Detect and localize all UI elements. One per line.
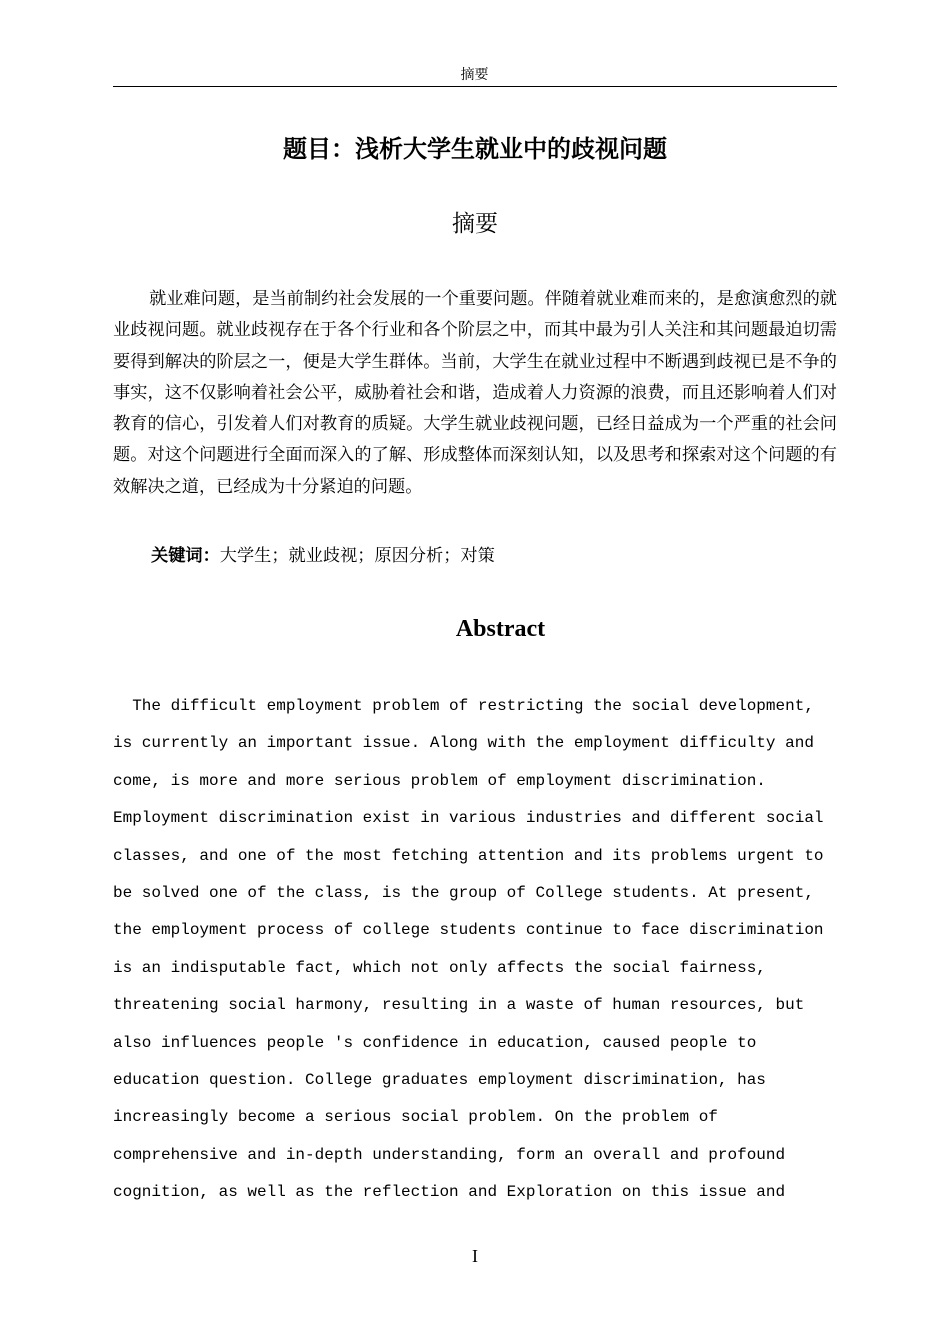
page-number: I [472, 1246, 478, 1266]
english-abstract-heading: Abstract [455, 616, 546, 642]
abstract-line: the employment process of college students continue to face discrimination [113, 921, 824, 940]
paper-title: 题目：浅析大学生就业中的歧视问题 [283, 135, 667, 163]
abstract-line: be solved one of the class, is the group of College students. At present, [113, 883, 814, 902]
abstract-line: threatening social harmony, resulting in a waste of human resources, but [113, 996, 805, 1015]
english-abstract-body [113, 694, 837, 1217]
chinese-abstract-heading: 摘要 [452, 211, 498, 237]
keywords-label: 关键词： [151, 546, 220, 566]
abstract-line: is currently an important issue. Along with the employment difficulty and [113, 734, 814, 753]
abstract-line: also influences people 's confidence in education, caused people to [113, 1033, 757, 1052]
abstract-line: comprehensive and in-depth understanding, form an overall and profound [113, 1145, 786, 1164]
keywords-line [151, 541, 837, 572]
running-header: 摘要 [460, 67, 489, 83]
abstract-line: education question. College graduates employment discrimination, has [113, 1070, 766, 1089]
abstract-line: classes, and one of the most fetching attention and its problems urgent to [113, 846, 824, 865]
abstract-line: The difficult employment problem of restricting the social development, [113, 697, 814, 715]
header-rule [113, 86, 837, 87]
abstract-line: Employment discrimination exist in various industries and different social [113, 809, 824, 828]
keywords-value: 大学生；就业歧视；原因分析；对策 [219, 546, 495, 566]
abstract-line: increasingly become a serious social problem. On the problem of [113, 1108, 718, 1127]
chinese-abstract-body: 就业难问题，是当前制约社会发展的一个重要问题。伴随着就业难而来的，是愈演愈烈的就业歧视问题。就业歧视存在于各个行业和各个阶层之中，而其中最为引人关注和其问题最迫切需要得到解决的阶层之一，便是大学生群体。当前，大学生在就业过程中不断遇到歧视已是不争的事实，这不仅影响着社会公平，威胁着社会和谐，造成着人力资源的浪费，而且还影响着人们对教育的信心，引发着人们对教育的质疑。大学生就业歧视问题，已经日益成为一个严重的社会问题。对这个问题进行全面而深入的了解、形成整体而深刻认知，以及思考和探索对这个问题的有效解决之道，已经成为十分紧迫的问题。 [113, 289, 837, 497]
abstract-line: come, is more and more serious problem of employment discrimination. [113, 771, 766, 790]
abstract-line: cognition, as well as the reflection and Exploration on this issue and [113, 1183, 786, 1202]
abstract-line: is an indisputable fact, which not only affects the social fairness, [113, 958, 766, 977]
